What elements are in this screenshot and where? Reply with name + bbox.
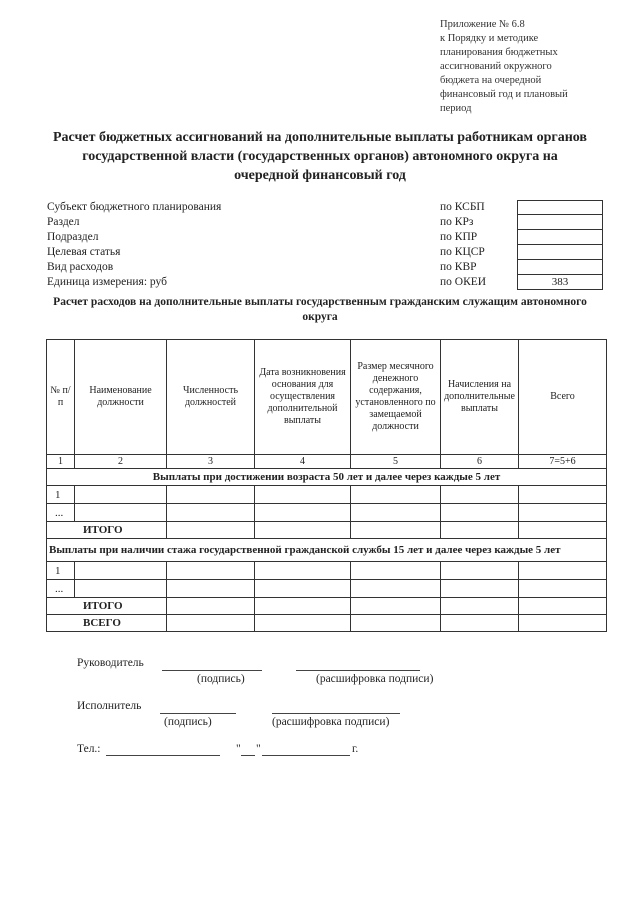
decode-caption: (расшифровка подписи) (272, 716, 390, 728)
meta-code: по КРз (440, 216, 474, 228)
column-header: Всего (519, 340, 607, 455)
table-cell[interactable] (167, 580, 255, 598)
executor-label: Исполнитель (77, 700, 142, 712)
meta-row (47, 260, 607, 275)
meta-label: Субъект бюджетного планирования (47, 201, 222, 213)
section-subtitle (30, 295, 610, 325)
appendix-line: планирования бюджетных (440, 47, 558, 58)
table-cell[interactable] (351, 562, 441, 580)
table-row (47, 580, 607, 598)
table-cell[interactable] (441, 562, 519, 580)
section-header-row (47, 469, 607, 486)
title-line: очередной финансовый год (234, 168, 406, 183)
appendix-line: ассигнований окружного (440, 61, 552, 72)
meta-row (47, 200, 607, 215)
table-cell[interactable] (167, 522, 255, 539)
section-header-row (47, 539, 607, 562)
table-cell[interactable] (441, 522, 519, 539)
signature-caption: (подпись) (164, 716, 212, 728)
grand-total-label: ВСЕГО (47, 615, 167, 632)
head-decode-line[interactable] (296, 670, 420, 671)
head-label: Руководитель (77, 657, 144, 669)
meta-row (47, 230, 607, 245)
phone-label: Тел.: (77, 743, 101, 755)
meta-label: Вид расходов (47, 261, 114, 273)
title-line: Расчет бюджетных ассигнований на дополнительные выплаты работникам органов (52, 130, 587, 145)
subtotal-row (47, 598, 607, 615)
table-cell[interactable] (167, 598, 255, 615)
column-number: 4 (255, 455, 351, 469)
table-cell[interactable] (441, 598, 519, 615)
column-number: 2 (75, 455, 167, 469)
executor-decode-line[interactable] (272, 713, 400, 714)
table-row (47, 504, 607, 522)
date-month-line[interactable] (262, 755, 350, 756)
column-header: Начисления на дополнительные выплаты (441, 340, 519, 455)
column-number: 7=5+6 (519, 455, 607, 469)
meta-code: по КПР (440, 231, 478, 243)
subtotal-row (47, 522, 607, 539)
subtotal-label: ИТОГО (47, 598, 167, 615)
column-header: Размер месячного денежного содержания, установленного по замещаемой должности (351, 340, 441, 455)
table-cell[interactable] (255, 504, 351, 522)
table-cell[interactable] (351, 486, 441, 504)
table-cell[interactable] (351, 580, 441, 598)
date-day-line[interactable] (241, 755, 255, 756)
section-header: Выплаты при достижении возраста 50 лет и далее через каждые 5 лет (47, 469, 607, 486)
table-cell[interactable] (75, 562, 167, 580)
meta-value-cell[interactable]: 383 (517, 275, 603, 290)
table-cell[interactable] (255, 580, 351, 598)
appendix-line: период (440, 103, 472, 114)
table-cell[interactable] (519, 580, 607, 598)
table-cell[interactable] (167, 504, 255, 522)
title-line: государственной власти (государственных органов) автономного округа на (82, 149, 558, 164)
table-cell[interactable] (351, 615, 441, 632)
appendix-note (440, 18, 620, 116)
table-row (47, 562, 607, 580)
appendix-line: финансовый год и плановый (440, 89, 568, 100)
row-number: 1 (47, 562, 75, 580)
meta-label: Подраздел (47, 231, 99, 243)
table-cell[interactable] (75, 486, 167, 504)
table-cell[interactable] (75, 580, 167, 598)
date-quote-open: " (236, 743, 241, 755)
column-number: 6 (441, 455, 519, 469)
table-cell[interactable] (167, 486, 255, 504)
table-cell[interactable] (75, 504, 167, 522)
meta-value-cell[interactable] (517, 200, 603, 215)
meta-label: Раздел (47, 216, 80, 228)
meta-code: по КСБП (440, 201, 485, 213)
column-header: Дата возникновения основания для осуществления дополнительной выплаты (255, 340, 351, 455)
subtitle-line: округа (302, 311, 338, 323)
subtitle-line: Расчет расходов на дополнительные выплаты государственным гражданским служащим автономного (53, 296, 587, 308)
row-number: ... (47, 504, 75, 522)
meta-label: Единица измерения: руб (47, 276, 167, 288)
appendix-line: бюджета на очередной (440, 75, 542, 86)
table-cell[interactable] (441, 615, 519, 632)
classification-block (47, 200, 607, 290)
column-number: 3 (167, 455, 255, 469)
row-number: ... (47, 580, 75, 598)
table-cell[interactable] (441, 486, 519, 504)
row-number: 1 (47, 486, 75, 504)
table-row (47, 486, 607, 504)
table-cell[interactable] (167, 562, 255, 580)
section-header: Выплаты при наличии стажа государственной гражданской службы 15 лет и далее через каждые 5 лет (47, 539, 607, 562)
meta-code: по КВР (440, 261, 477, 273)
table-cell[interactable] (255, 522, 351, 539)
meta-label: Целевая статья (47, 246, 121, 258)
table-cell[interactable] (255, 615, 351, 632)
column-number: 1 (47, 455, 75, 469)
phone-line[interactable] (106, 755, 220, 756)
meta-row (47, 215, 607, 230)
table-cell[interactable] (255, 562, 351, 580)
year-suffix: г. (352, 743, 359, 755)
table-cell[interactable] (519, 598, 607, 615)
column-header: Численность должностей (167, 340, 255, 455)
signature-caption: (подпись) (197, 673, 245, 685)
column-number-row (47, 455, 607, 469)
column-header: № п/п (47, 340, 75, 455)
appendix-line: к Порядку и методике (440, 33, 539, 44)
meta-value-cell[interactable] (517, 215, 603, 230)
head-signature-line[interactable] (162, 670, 262, 671)
table-cell[interactable] (255, 598, 351, 615)
date-quote-close: " (256, 743, 261, 755)
grand-total-row (47, 615, 607, 632)
table-cell[interactable] (519, 615, 607, 632)
column-header: Наименование должности (75, 340, 167, 455)
table-header-row (47, 340, 607, 455)
table-cell[interactable] (519, 522, 607, 539)
table-cell[interactable] (441, 504, 519, 522)
appendix-line: Приложение № 6.8 (440, 19, 525, 30)
meta-value-cell[interactable] (517, 245, 603, 260)
table-cell[interactable] (255, 486, 351, 504)
decode-caption: (расшифровка подписи) (316, 673, 434, 685)
table-cell[interactable] (519, 504, 607, 522)
meta-value-cell[interactable] (517, 260, 603, 275)
table-cell[interactable] (441, 580, 519, 598)
calculation-table (46, 339, 607, 632)
meta-code: по ОКЕИ (440, 276, 487, 288)
executor-signature-line[interactable] (160, 713, 236, 714)
column-number: 5 (351, 455, 441, 469)
meta-value-cell[interactable] (517, 230, 603, 245)
document-title (30, 128, 610, 185)
table-cell[interactable] (351, 522, 441, 539)
table-cell[interactable] (351, 504, 441, 522)
meta-code: по КЦСР (440, 246, 485, 258)
table-cell[interactable] (519, 486, 607, 504)
subtotal-label: ИТОГО (47, 522, 167, 539)
table-cell[interactable] (351, 598, 441, 615)
table-cell[interactable] (519, 562, 607, 580)
table-cell[interactable] (167, 615, 255, 632)
meta-row (47, 245, 607, 260)
meta-row (47, 275, 607, 290)
